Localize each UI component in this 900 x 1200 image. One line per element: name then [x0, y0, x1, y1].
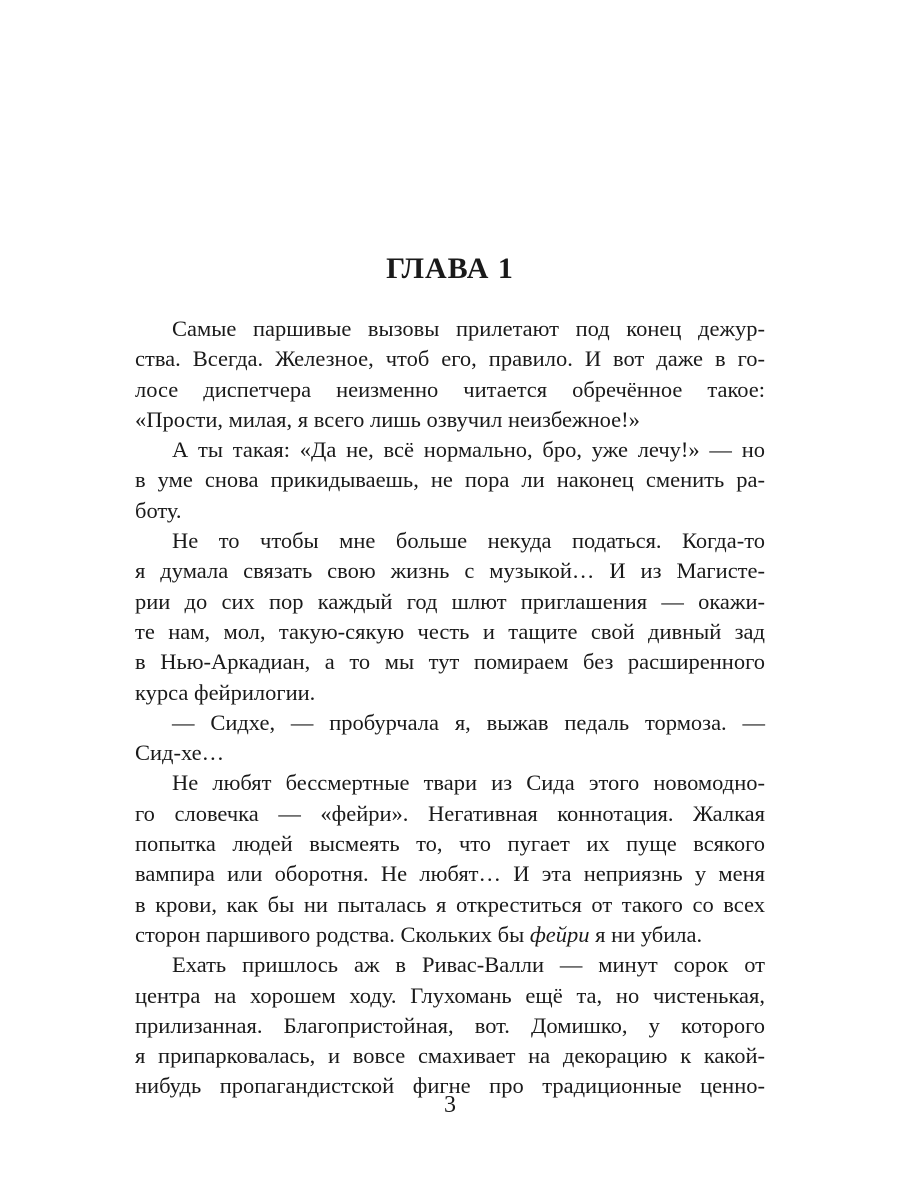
text-line: «Прости, милая, я всего лишь озвучил неизбежное!»: [135, 406, 640, 432]
text-line: Сид-хе…: [135, 740, 225, 766]
text-line: Самые паршивые вызовы прилетают под конец дежур-: [172, 316, 765, 341]
text-line: [135, 920, 765, 950]
text-line: рии до сих пор каждый год шлют приглашения — окажи-: [135, 588, 765, 614]
page-number: 3: [444, 1092, 456, 1118]
text-line: в уме снова прикидываешь, не пора ли наконец сменить ра-: [135, 467, 765, 493]
text-line: вампира или оборотня. Не любят… И эта неприязнь у меня: [135, 861, 765, 887]
text-line: Не то чтобы мне больше некуда податься. Когда-то: [172, 528, 765, 554]
text-line: в Нью-Аркадиан, а то мы тут помираем без расширенного: [135, 649, 765, 675]
text-line: попытка людей высмеять то, что пугает их пуще всякого: [135, 831, 765, 857]
text-line: я думала связать свою жизнь с музыкой… И из Магисте-: [135, 558, 765, 584]
text-line: курса фейрилогии.: [135, 679, 316, 705]
text-segment: сторон паршивого родства. Скольких бы: [135, 921, 525, 947]
text-line: те нам, мол, такую-сякую честь и тащите свой дивный зад: [135, 618, 765, 644]
chapter-text: [135, 314, 765, 1102]
text-line: го словечка — «фейри». Негативная коннотация. Жалкая: [135, 800, 765, 826]
text-line: — Сидхе, — пробурчала я, выжав педаль тормоза. —: [172, 709, 765, 735]
text-line: нибудь пропагандистской фигне про традиционные ценно-: [135, 1073, 765, 1099]
text-line: Ехать пришлось аж в Ривас-Валли — минут сорок от: [172, 952, 765, 978]
text-line: Не любят бессмертные твари из Сида этого новомодно-: [172, 770, 765, 796]
text-line: я припарковалась, и вовсе смахивает на декорацию к какой-: [135, 1043, 765, 1069]
text-segment: я ни убила.: [595, 921, 703, 947]
text-line: боту.: [135, 497, 182, 523]
text-line: ства. Всегда. Железное, чтоб его, правило. И вот даже в го-: [135, 346, 765, 372]
text-line: лосе диспетчера неизменно читается обречённое такое:: [135, 376, 765, 402]
text-line: А ты такая: «Да не, всё нормально, бро, уже лечу!» — но: [172, 437, 765, 463]
text-line: прилизанная. Благопристойная, вот. Домишко, у которого: [135, 1012, 765, 1038]
italic-word: фейри: [529, 921, 590, 947]
chapter-title: ГЛАВА 1: [386, 252, 514, 285]
text-line: в крови, как бы ни пыталась я откреститься от такого со всех: [135, 891, 765, 917]
text-line: центра на хорошем ходу. Глухомань ещё та, но чистенькая,: [135, 982, 765, 1008]
